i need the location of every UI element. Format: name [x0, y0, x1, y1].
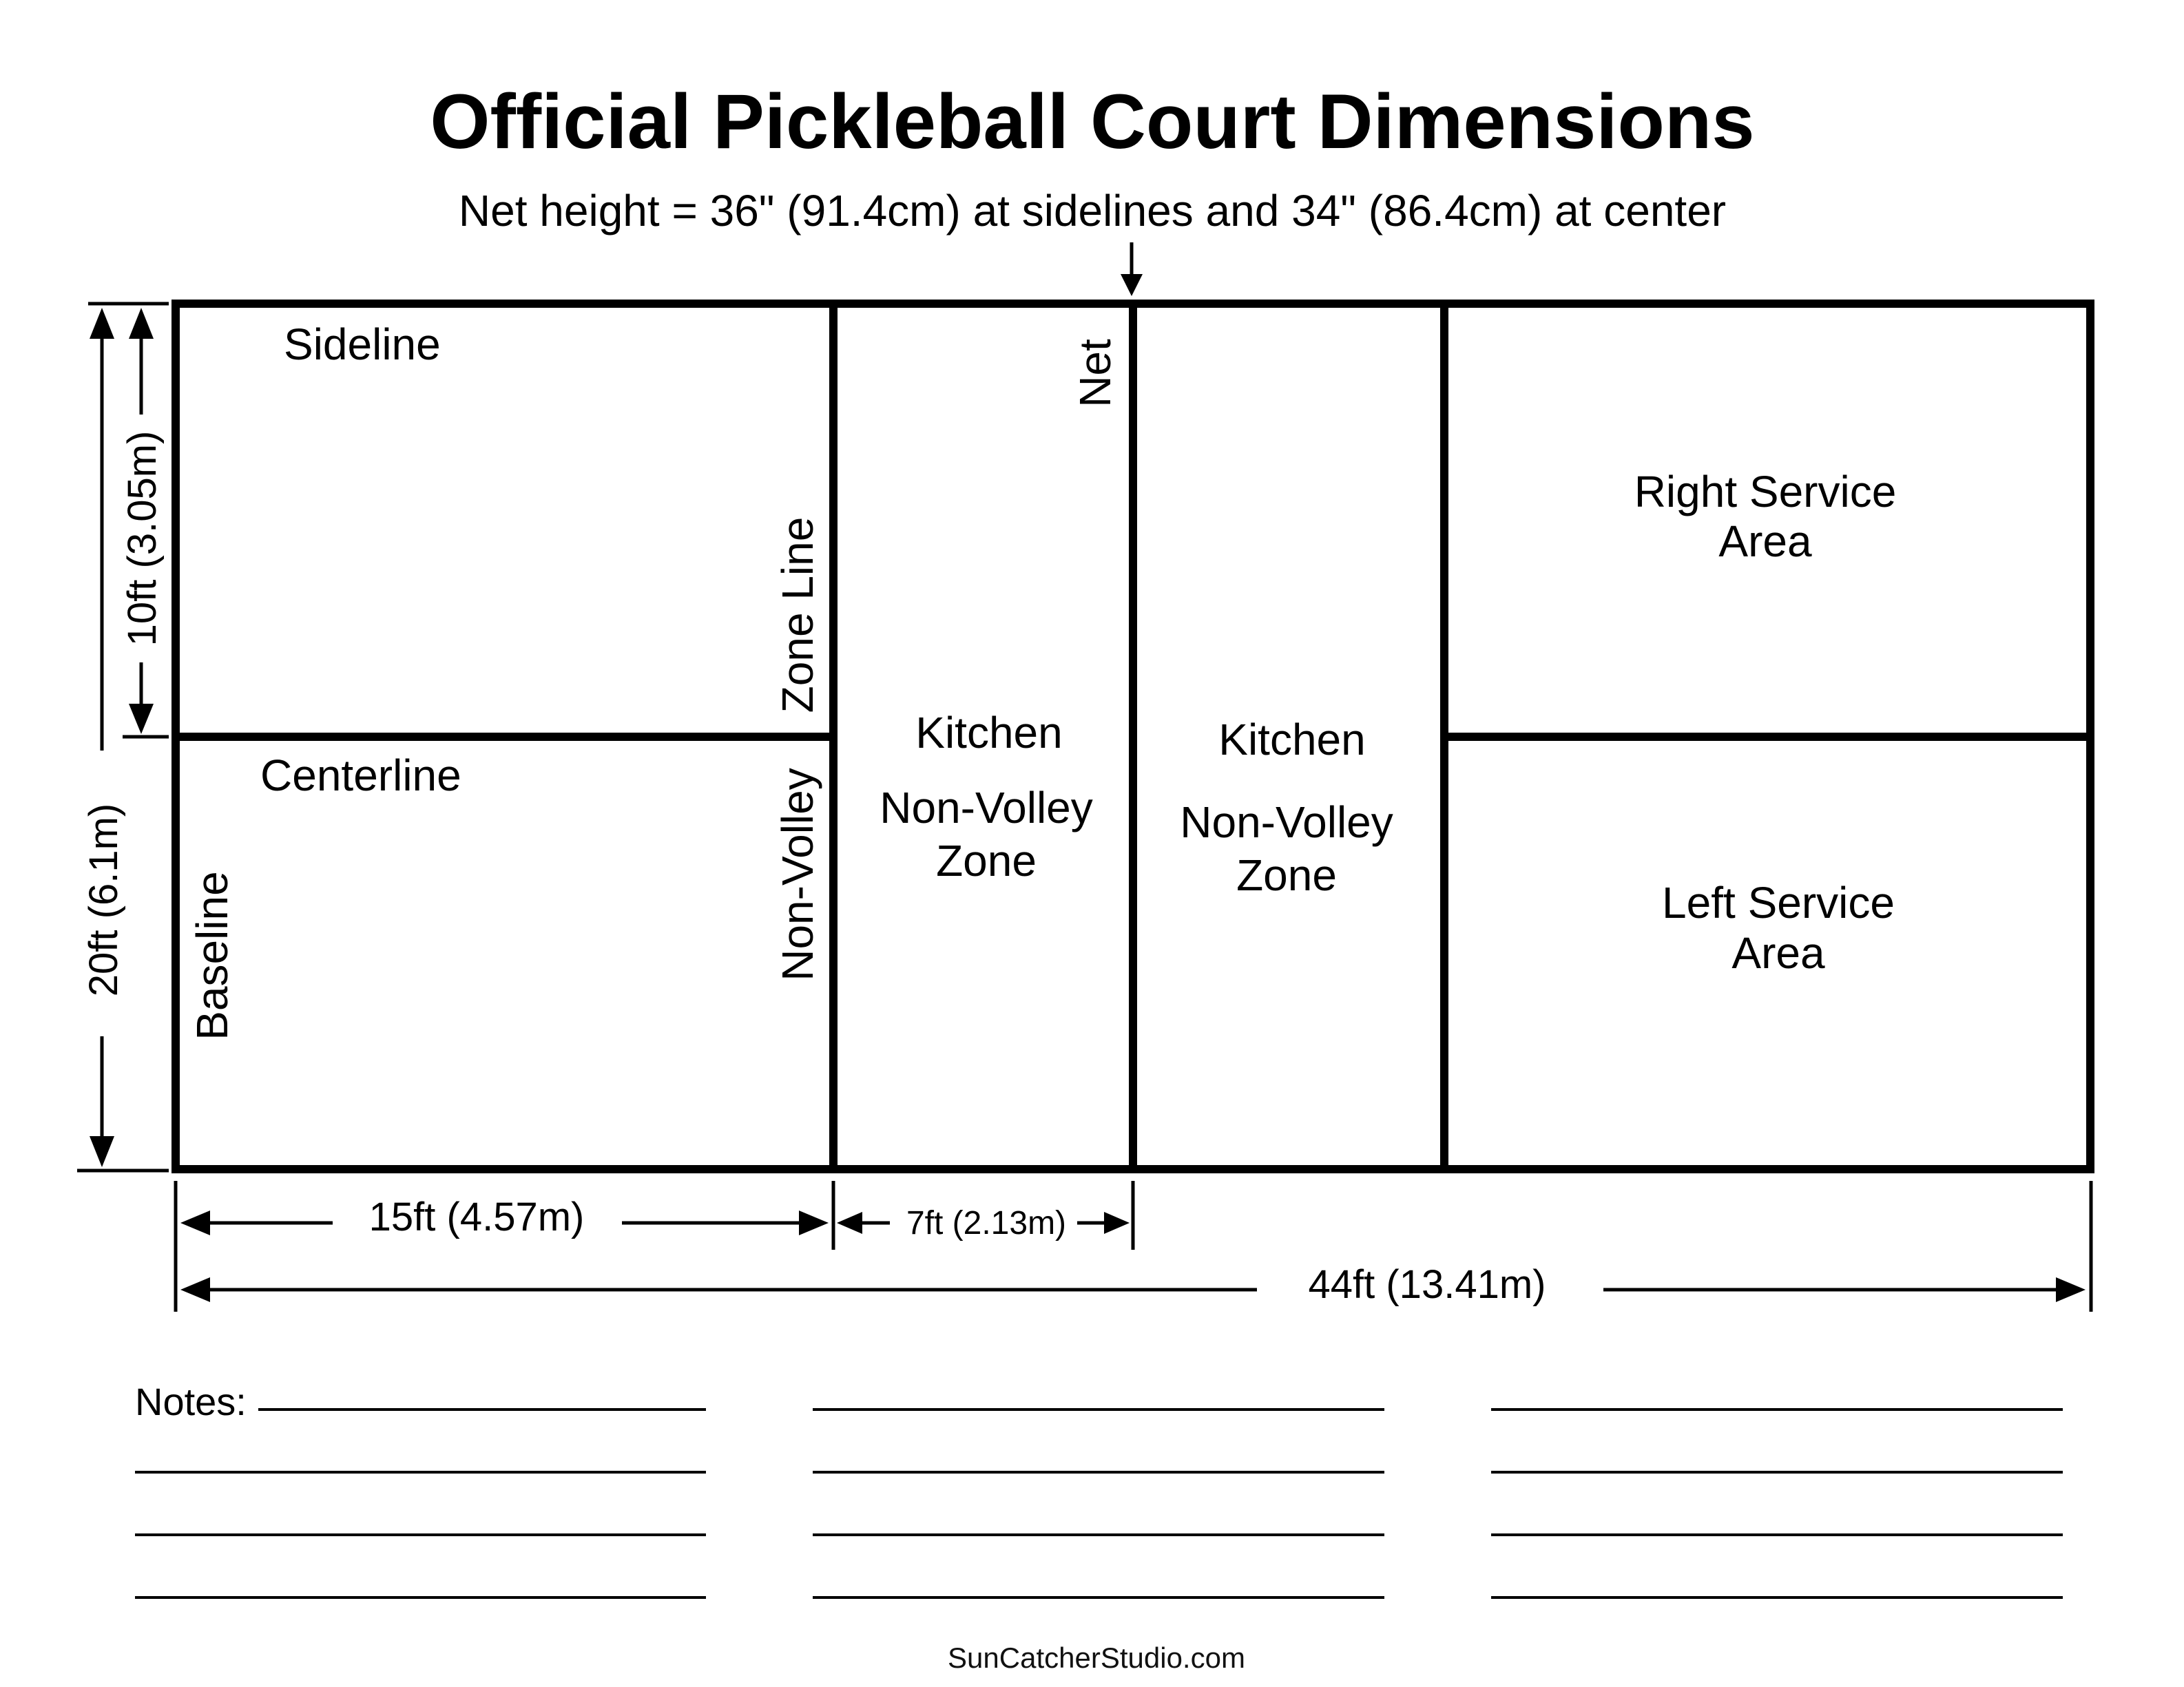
- svg-text:Right Service: Right Service: [1634, 467, 1897, 516]
- svg-text:Area: Area: [1731, 928, 1825, 978]
- half-width-dimension-label: 10ft (3.05m): [120, 430, 165, 647]
- net-pointer-arrow: [1121, 242, 1143, 296]
- page-title: Official Pickleball Court Dimensions: [430, 78, 1755, 165]
- baseline-to-kitchen-dimension: [176, 1181, 833, 1312]
- svg-text:Zone: Zone: [936, 836, 1037, 886]
- net-height-note: Net height = 36" (91.4cm) at sidelines and 34" (86.4cm) at center: [458, 186, 1727, 235]
- kitchen-left-label: [880, 708, 1093, 886]
- svg-text:Left Service: Left Service: [1662, 878, 1895, 928]
- width-dimension-label: 20ft (6.1m): [81, 803, 126, 997]
- kitchen-right-label: [1180, 715, 1393, 900]
- svg-text:Non-Volley: Non-Volley: [1180, 797, 1393, 847]
- svg-text:Zone: Zone: [1236, 850, 1337, 900]
- notes-label: Notes:: [135, 1380, 247, 1423]
- kitchen-depth-label: 7ft (2.13m): [906, 1205, 1067, 1241]
- svg-text:Non-Volley: Non-Volley: [880, 783, 1093, 832]
- kitchen-depth-dimension: [837, 1181, 1133, 1250]
- non-volley-label: Non-Volley: [773, 768, 822, 981]
- svg-text:Area: Area: [1718, 516, 1812, 566]
- sideline-label: Sideline: [284, 319, 441, 369]
- baseline-label: Baseline: [187, 871, 237, 1040]
- length-label: 44ft (13.41m): [1308, 1262, 1546, 1307]
- net-label: Net: [1070, 339, 1120, 408]
- centerline-label: Centerline: [260, 751, 461, 800]
- court: [176, 304, 2090, 1169]
- baseline-to-kitchen-label: 15ft (4.57m): [368, 1195, 585, 1239]
- right-service-area-label: [1634, 467, 1897, 566]
- notes-lines: [135, 1410, 2063, 1597]
- left-service-area-label: [1662, 878, 1895, 978]
- half-width-dimension: [120, 308, 169, 737]
- svg-text:Kitchen: Kitchen: [915, 708, 1063, 757]
- svg-text:Kitchen: Kitchen: [1218, 715, 1366, 764]
- zone-line-label: Zone Line: [773, 516, 822, 713]
- footer-credit: SunCatcherStudio.com: [948, 1642, 1245, 1674]
